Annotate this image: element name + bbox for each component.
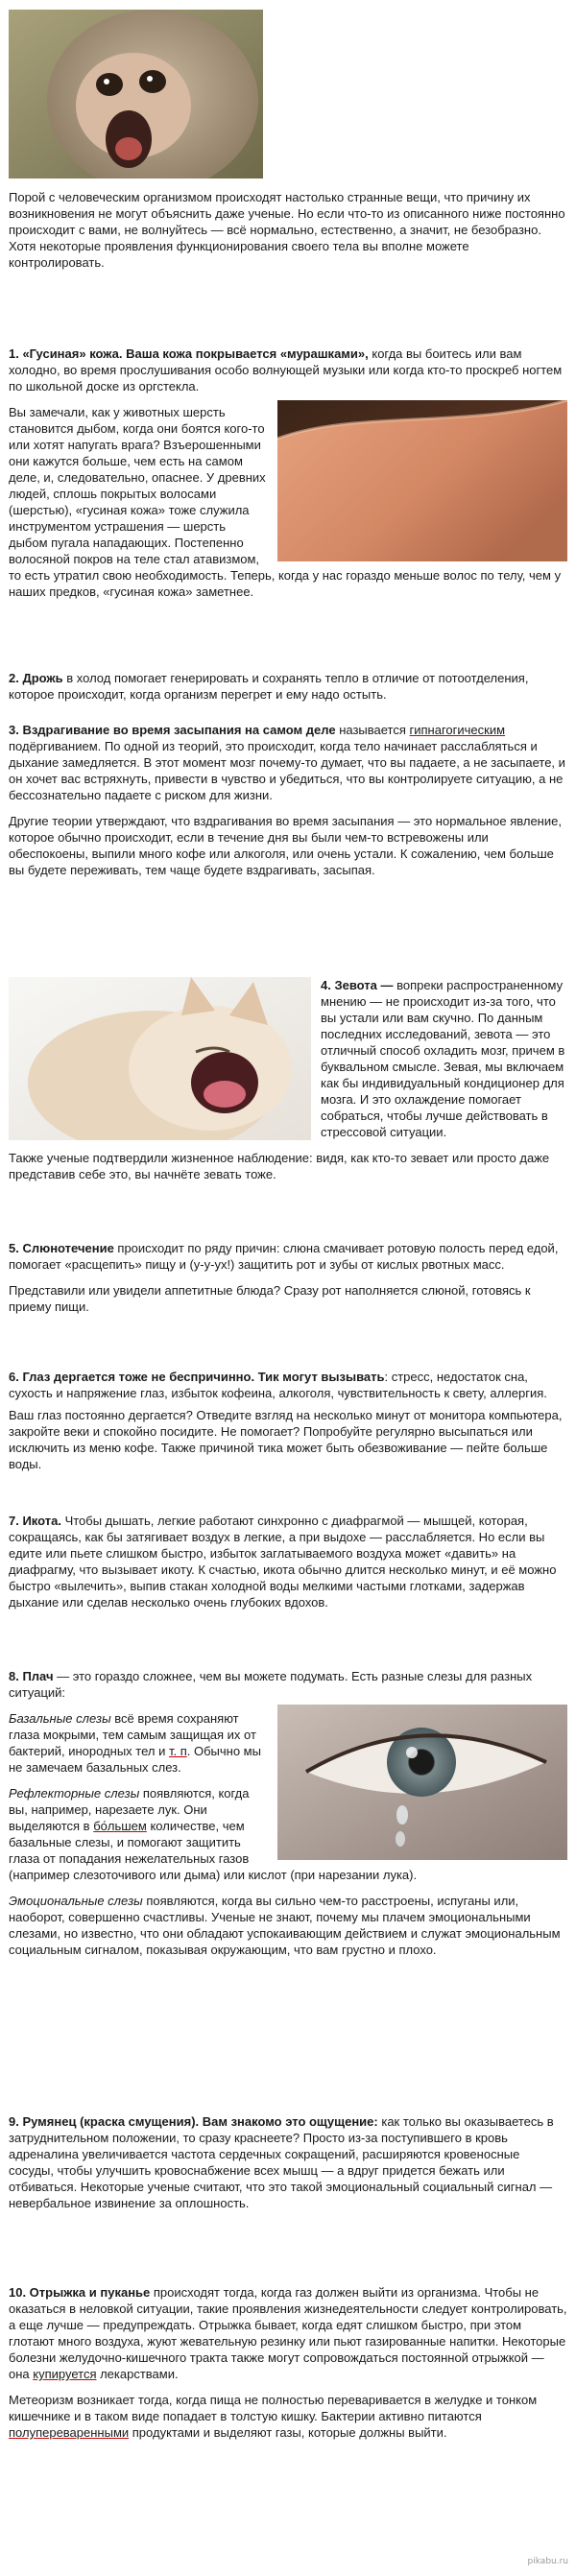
section-6-body: Ваш глаз постоянно дергается? Отведите взгляд на несколько минут от монитора компьютера, закройте веки и спокойно посидите. Не помогает? Попробуйте регулярно высыпаться или исключить из меню кофе. Также причиной тика может быть обезвоживание — пейте больше воды. <box>9 1408 563 1471</box>
section-4-body: Также ученые подтвердили жизненное наблюдение: видя, как кто-то зевает или просто даже представив себе это, вы начнёте зевать тоже. <box>9 1151 550 1181</box>
section-5: 5. Слюнотечение происходит по ряду причин: слюна смачивает ротовую полость перед едой, помогает «расщепить» пищу и (у-у-ух!) защитить рот и зубы от кислых рвотных масс. Представили или увидели аппетитные блюда? Сразу рот наполняется слюной, готовясь к приему пищи. <box>9 1240 567 1324</box>
cat-yawning-photo <box>9 977 311 1140</box>
section-6-title: 6. Глаз дергается тоже не беспричинно. Тик могут вызывать <box>9 1370 385 1384</box>
section-5-body: Представили или увидели аппетитные блюда? Сразу рот наполняется слюной, готовясь к приему пищи. <box>9 1283 531 1314</box>
basal-tears-term: Базальные слезы <box>9 1711 111 1726</box>
section-1-text: когда вы боитесь или вам холодно, во время прослушивания особо волнующей музыки или когда кто-то проскреб ногтем по школьной доске из оргстекла. <box>9 346 563 394</box>
section-10: 10. Отрыжка и пуканье происходят тогда, когда газ должен выйти из организма. Чтобы не оказаться в неловкой ситуации, такие проявления жизнедеятельности следует контролировать, а еще лучше — предупреждать. Отрыжка бывает, когда едят слишком быстро, при этом глотают много воздуха, жуют жевательную резинку или пьют газированные напитки. Некоторые болезни желудочно-кишечного тракта также могут сопровождаться постоянной отрыжкой — она купируется лекарствами. Метеоризм возникает тогда, когда пища не полностью переваривается в желудке и тонком кишечнике и в таком виде попадает в толстую кишку. Бактерии активно питаются полупереваренными продуктами и выделяют газы, которые должны выйти. <box>9 2285 567 2440</box>
eye-tear-photo <box>277 1705 567 1860</box>
section-9: 9. Румянец (краска смущения). Вам знакомо это ощущение: как только вы оказываетесь в затруднительном положении, то сразу краснеете? Просто из-за поступившего в кровь адреналина увеличивается частота сердечных сокращений, расширяются кровеносные сосуды, чтобы улучшить кровоснабжение всех мышц — а вдруг придется бежать или отбиваться. Некоторые ученые считают, что это такой эмоциональный социальный сигнал — невербальное извинение за оплошность. <box>9 2114 554 2210</box>
reflex-tears-term: Рефлекторные слезы <box>9 1786 140 1801</box>
section-1-title: 1. «Гусиная» кожа. Ваша кожа покрывается «мурашками», <box>9 346 369 361</box>
intro-paragraph: Порой с человеческим организмом происходят настолько странные вещи, что причину их возникновения не могут объяснить даже ученые. Но если что-то из описанного ниже постоянно происходит с вами, не волнуйтесь — всё нормально, естественно, а значит, не безобразно. Хотя некоторые проявления функционирования своего тела вы вполне можете контролировать. <box>9 190 565 270</box>
monkey-photo <box>9 10 263 179</box>
section-8-title: 8. Плач <box>9 1669 54 1683</box>
section-7-title: 7. Икота. <box>9 1514 61 1528</box>
section-1 <box>9 346 567 609</box>
section-3: 3. Вздрагивание во время засыпания на самом деле называется гипнагогическим подёргиванием. По одной из теорий, это происходит, когда тело начинает расслабляться и дыхание замедляется. В этот момент мозг почему-то думает, что вы падаете, а не засыпаете, и он хочет вас встряхнуть, привести в чувство и убедиться, что вы контролируете ситуацию, а не бессознательно падаете с риском для жизни. Другие теории утверждают, что вздрагивания во время засыпания — это нормальное явление, которое обычно происходит, если в течение дня вы были чем-то встревожены или обеспокоены, выпили много кофе или алкоголя, или очень устали. К сожалению, чем больше вы будете переживать, тем чаще будете вздрагивать, засыпая. <box>9 722 567 888</box>
emotional-tears-term: Эмоциональные слезы <box>9 1894 143 1908</box>
section-3-body: Другие теории утверждают, что вздрагивания во время засыпания — это нормальное явление, которое обычно происходит, если в течение дня вы были чем-то встревожены или обеспокоены, выпили много кофе или алкоголя, или очень устали. К сожалению, чем больше вы будете переживать, тем чаще будете вздрагивать, засыпая. <box>9 814 562 877</box>
section-8: 8. Плач — это гораздо сложнее, чем вы можете подумать. Есть разные слезы для разных ситуаций: Базальные слезы всё время сохраняют глаза мокрыми, тем самым защищая их от бактерий, инородных тел и т. п. Обычно мы не замечаем базальных слез. Рефлекторные слезы появляются, когда вы, например, нарезаете лук. Они выделяются в бо́льшем количестве, чем базальные слезы, и помогают защитить глаза от попадания нежелательных газов (например слезоточивого или дыма) или кислот (при нарезании лука). Эмоциональные слезы появляются, когда вы сильно чем-то расстроены, испуганы или, наоборот, совершенно счастливы. Ученые не знают, почему мы плачем эмоциональными слезами, но известно, что они обладают успокаивающим действием и служат эмоциональным социальным сигналом, показывая окружающим, что вам грустно и плохо. <box>9 1668 567 1968</box>
section-1-body: Вы замечали, как у животных шерсть становится дыбом, когда они боятся кого-то или хотят напугать врага? Взъерошенными они кажутся больше, чем есть на самом деле, и, следовательно, опаснее. У древних людей, сплошь покрытых волосами (шерстью), «гусиная кожа» тоже служила инструментом устрашения — шерсть дыбом пугала нападающих. Постепенно волосяной покров на теле стал атавизмом, то есть утратил свою необходимость. Теперь, когда у нас гораздо меньше волос по телу, чем у наших предков, «гусиная кожа» заметнее. <box>9 405 562 599</box>
section-6: 6. Глаз дергается тоже не беспричинно. Тик могут вызывать: стресс, недостаток сна, сухость и напряжение глаз, избыток кофеина, алкоголя, чувствительность к свету, аллергия. Ваш глаз постоянно дергается? Отведите взгляд на несколько минут от монитора компьютера, закройте веки и спокойно посидите. Не помогает? Попробуйте регулярно высыпаться или исключить из меню кофе. Также причиной тика может быть обезвоживание — пейте больше воды. <box>9 1369 567 1482</box>
section-4: 4. Зевота — вопреки распространенному мнению — не происходит из-за того, что вы устали или вам скучно. По данным последних исследований, зевота — это отличный способ охладить мозг, причем в буквальном смысле. Зевая, мы включаем как бы индивидуальный кондиционер для мозга. И это охлаждение помогает собраться, чтобы лучше действовать в стрессовой ситуации. Также ученые подтвердили жизненное наблюдение: видя, как кто-то зевает или просто даже представив себе это, вы начнёте зевать тоже. <box>9 977 567 1192</box>
section-3-title: 3. Вздрагивание во время засыпания на самом деле <box>9 723 336 737</box>
section-2: 2. Дрожь в холод помогает генерировать и сохранять тепло в отличие от потоотделения, которое происходит, когда организм перегрет и ему надо остыть. <box>9 671 529 702</box>
skin-photo <box>277 400 567 561</box>
section-2-title: 2. Дрожь <box>9 671 63 685</box>
section-5-title: 5. Слюнотечение <box>9 1241 114 1255</box>
section-10-title: 10. Отрыжка и пуканье <box>9 2285 151 2300</box>
site-watermark: pikabu.ru <box>527 2557 568 2566</box>
section-7: 7. Икота. Чтобы дышать, легкие работают синхронно с диафрагмой — мышцей, которая, сокращаясь, как бы затягивает воздух в легкие, а при выдохе — расслабляется. Но если вы едите или пьете слишком быстро, избыток заглатываемого воздуха может «давить» на диафрагму, что вызывает икоту. К счастью, икота обычно длится несколько минут, и её можно быстро «вылечить», выпив стакан холодной воды мелкими частыми глотками, задержав дыхание или сделав несколько очень глубоких вдохов. <box>9 1514 557 1610</box>
section-9-title: 9. Румянец (краска смущения). Вам знакомо это ощущение: <box>9 2114 378 2129</box>
section-4-title: 4. Зевота — <box>321 978 394 992</box>
spellcheck-word: гипнагогическим <box>409 723 506 737</box>
